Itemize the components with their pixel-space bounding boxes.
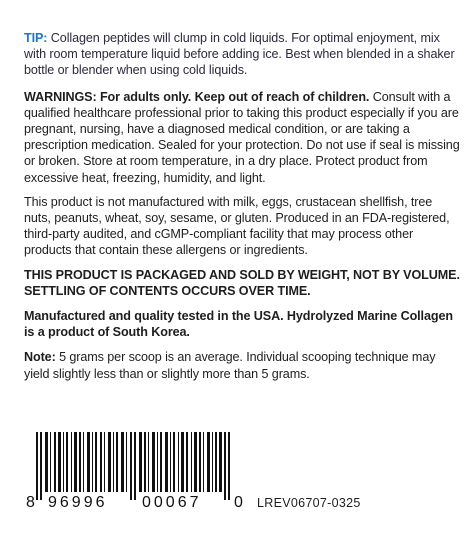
warnings-text: Consult with a qualified healthcare professional prior to taking this product especially if you are pregnant, nursing, have a diagnosed medical condition, or are taking a prescription medication. Sealed for your protection. Do not use if seal is missing or broken. Store at room temperature, in a dry place. Protect product from excessive heat, freezing, humidity, and light. xyxy=(24,89,460,185)
origin-statement: Manufactured and quality tested in the USA. Hydrolyzed Marine Collagen is a product of South Korea. xyxy=(24,309,453,340)
note-label: Note: xyxy=(24,350,56,365)
allergen-statement: This product is not manufactured with milk, eggs, crustacean shellfish, tree nuts, peanuts, wheat, soy, sesame, or gluten. Produced in an FDA-registered, third-party audited, and cGMP-compliant facility that may process other products that contain these allergens or ingredients. xyxy=(24,194,450,258)
warnings-paragraph xyxy=(24,89,462,186)
barcode-bars xyxy=(24,432,254,502)
tip-label: TIP: xyxy=(24,31,48,45)
weight-notice: THIS PRODUCT IS PACKAGED AND SOLD BY WEIGHT, NOT BY VOLUME. SETTLING OF CONTENTS OCCURS OVER TIME. xyxy=(24,267,460,298)
upc-barcode xyxy=(24,432,444,512)
barcode-right-digits: 00067 xyxy=(142,494,202,511)
note-text: 5 grams per scoop is an average. Individual scooping technique may yield slightly less than or slightly more than 5 grams. xyxy=(24,350,436,381)
lot-code: LREV06707-0325 xyxy=(257,496,361,510)
warnings-lead: WARNINGS: For adults only. Keep out of reach of children. xyxy=(24,89,370,104)
label-panel xyxy=(24,30,462,390)
note-paragraph xyxy=(24,349,462,381)
tip-paragraph xyxy=(24,30,462,79)
barcode-lead-digit: 8 xyxy=(26,494,38,511)
barcode-left-digits: 96996 xyxy=(48,494,108,511)
barcode-check-digit: 0 xyxy=(234,494,246,511)
tip-text: Collagen peptides will clump in cold liquids. For optimal enjoyment, mix with room temperature liquid before adding ice. Best when blended in a shaker bottle or blender when using cold liquids. xyxy=(24,31,455,78)
